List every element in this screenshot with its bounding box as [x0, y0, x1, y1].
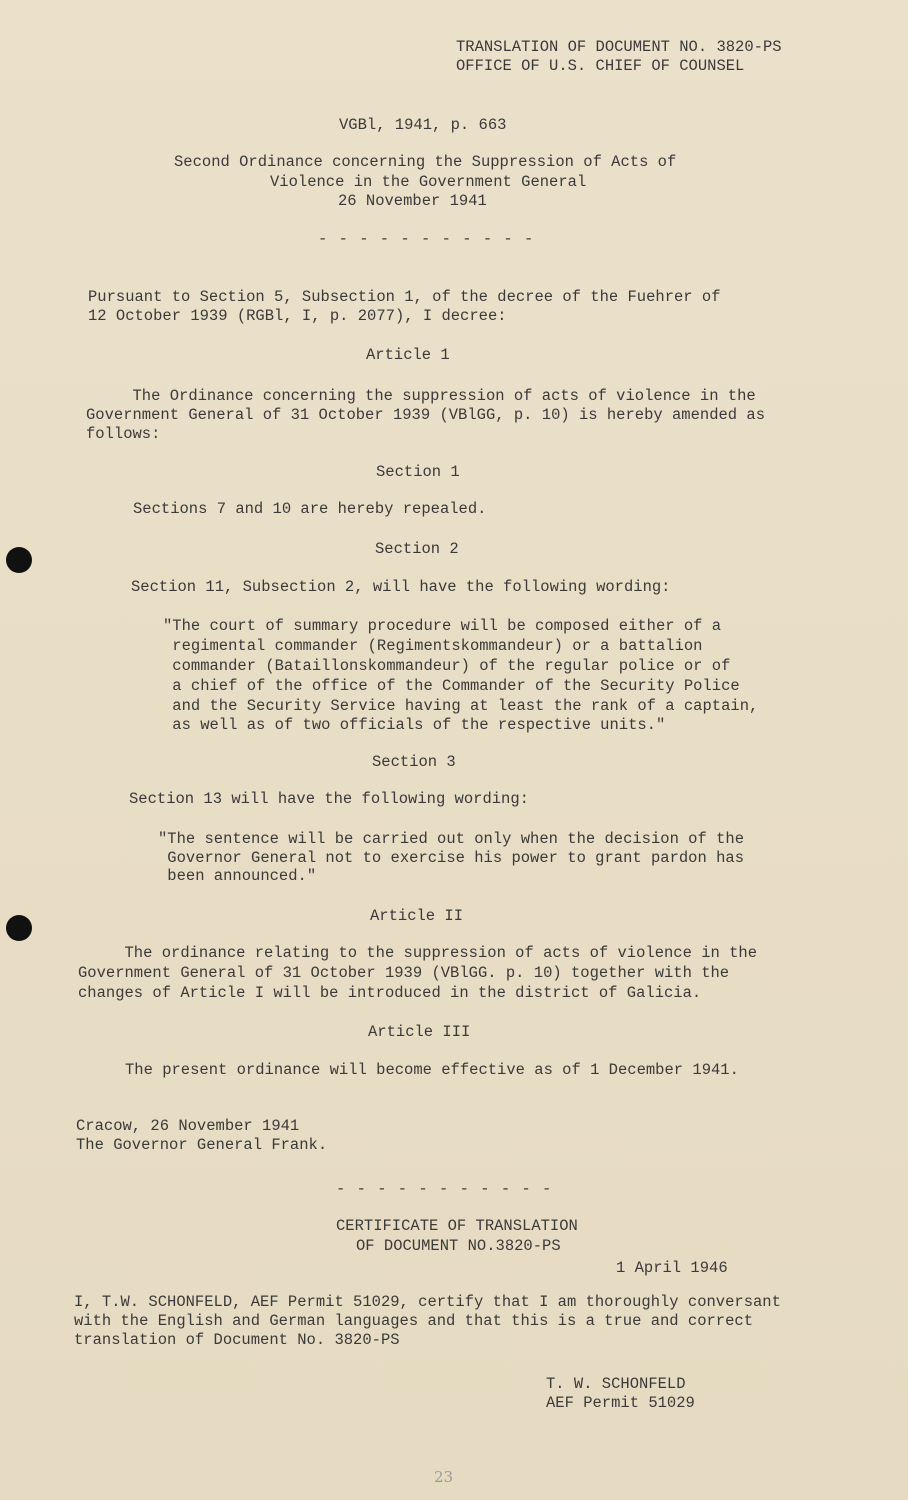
- article-3-heading: Article III: [368, 1023, 471, 1041]
- certificate-title-1: CERTIFICATE OF TRANSLATION: [336, 1217, 578, 1235]
- punch-hole-bottom: [6, 915, 32, 941]
- separator-2: - - - - - - - - - - -: [336, 1180, 553, 1198]
- section-1-text: Sections 7 and 10 are hereby repealed.: [133, 500, 487, 518]
- section-2-quote-line-6: as well as of two officials of the respective units.": [163, 716, 666, 734]
- punch-hole-top: [6, 547, 32, 573]
- section-3-quote-line-2: Governor General not to exercise his power to grant pardon has: [158, 849, 744, 867]
- section-2-quote-line-5: and the Security Service having at least the rank of a captain,: [163, 697, 759, 715]
- article-1-heading: Article 1: [366, 346, 450, 364]
- section-3-quote-line-3: been announced.": [158, 867, 317, 885]
- section-2-quote-line-1: "The court of summary procedure will be composed either of a: [163, 617, 722, 635]
- signature-name: The Governor General Frank.: [76, 1136, 328, 1154]
- title-date: 26 November 1941: [338, 192, 487, 210]
- article-2-line-2: Government General of 31 October 1939 (VBlGG. p. 10) together with the: [78, 964, 730, 982]
- certificate-line-2: with the English and German languages and that this is a true and correct: [74, 1312, 754, 1330]
- article-2-heading: Article II: [370, 907, 464, 925]
- section-2-heading: Section 2: [375, 540, 459, 558]
- certificate-line-3: translation of Document No. 3820-PS: [74, 1331, 400, 1349]
- section-3-heading: Section 3: [372, 753, 456, 771]
- article-1-line-2: Government General of 31 October 1939 (VBlGG, p. 10) is hereby amended as: [86, 406, 766, 424]
- section-3-quote-line-1: "The sentence will be carried out only when the decision of the: [158, 830, 744, 848]
- certificate-line-1: I, T.W. SCHONFELD, AEF Permit 51029, certify that I am thoroughly conversant: [74, 1293, 781, 1311]
- article-1-line-3: follows:: [86, 425, 161, 443]
- signer-name: T. W. SCHONFELD: [546, 1375, 686, 1393]
- signature-place-date: Cracow, 26 November 1941: [76, 1117, 300, 1135]
- header-line-2: OFFICE OF U.S. CHIEF OF COUNSEL: [456, 57, 745, 75]
- section-2-quote-line-4: a chief of the office of the Commander of the Security Police: [163, 677, 740, 695]
- section-1-heading: Section 1: [376, 463, 460, 481]
- section-2-quote-line-2: regimental commander (Regimentskommandeur) or a battalion: [163, 637, 703, 655]
- certificate-date: 1 April 1946: [616, 1259, 728, 1277]
- article-2-line-1: The ordinance relating to the suppression of acts of violence in the: [78, 944, 758, 962]
- article-1-line-1: The Ordinance concerning the suppression of acts of violence in the: [86, 387, 756, 405]
- section-2-quote-line-3: commander (Bataillonskommandeur) of the regular police or of: [163, 657, 731, 675]
- citation: VGBl, 1941, p. 663: [339, 116, 507, 134]
- preamble-line-2: 12 October 1939 (RGBl, I, p. 2077), I decree:: [88, 307, 507, 325]
- section-3-intro: Section 13 will have the following wording:: [129, 790, 529, 808]
- page-number: 23: [434, 1468, 454, 1486]
- section-2-intro: Section 11, Subsection 2, will have the following wording:: [131, 578, 671, 596]
- article-2-line-3: changes of Article I will be introduced in the district of Galicia.: [78, 984, 702, 1002]
- certificate-title-2: OF DOCUMENT NO.3820-PS: [356, 1237, 561, 1255]
- header-line-1: TRANSLATION OF DOCUMENT NO. 3820-PS: [456, 38, 782, 56]
- preamble-line-1: Pursuant to Section 5, Subsection 1, of the decree of the Fuehrer of: [88, 288, 721, 306]
- signer-permit: AEF Permit 51029: [546, 1394, 695, 1412]
- title-line-1: Second Ordinance concerning the Suppression of Acts of: [174, 153, 677, 171]
- separator-1: - - - - - - - - - - -: [318, 230, 535, 248]
- title-line-2: Violence in the Government General: [270, 173, 587, 191]
- article-3-text: The present ordinance will become effective as of 1 December 1941.: [125, 1061, 739, 1079]
